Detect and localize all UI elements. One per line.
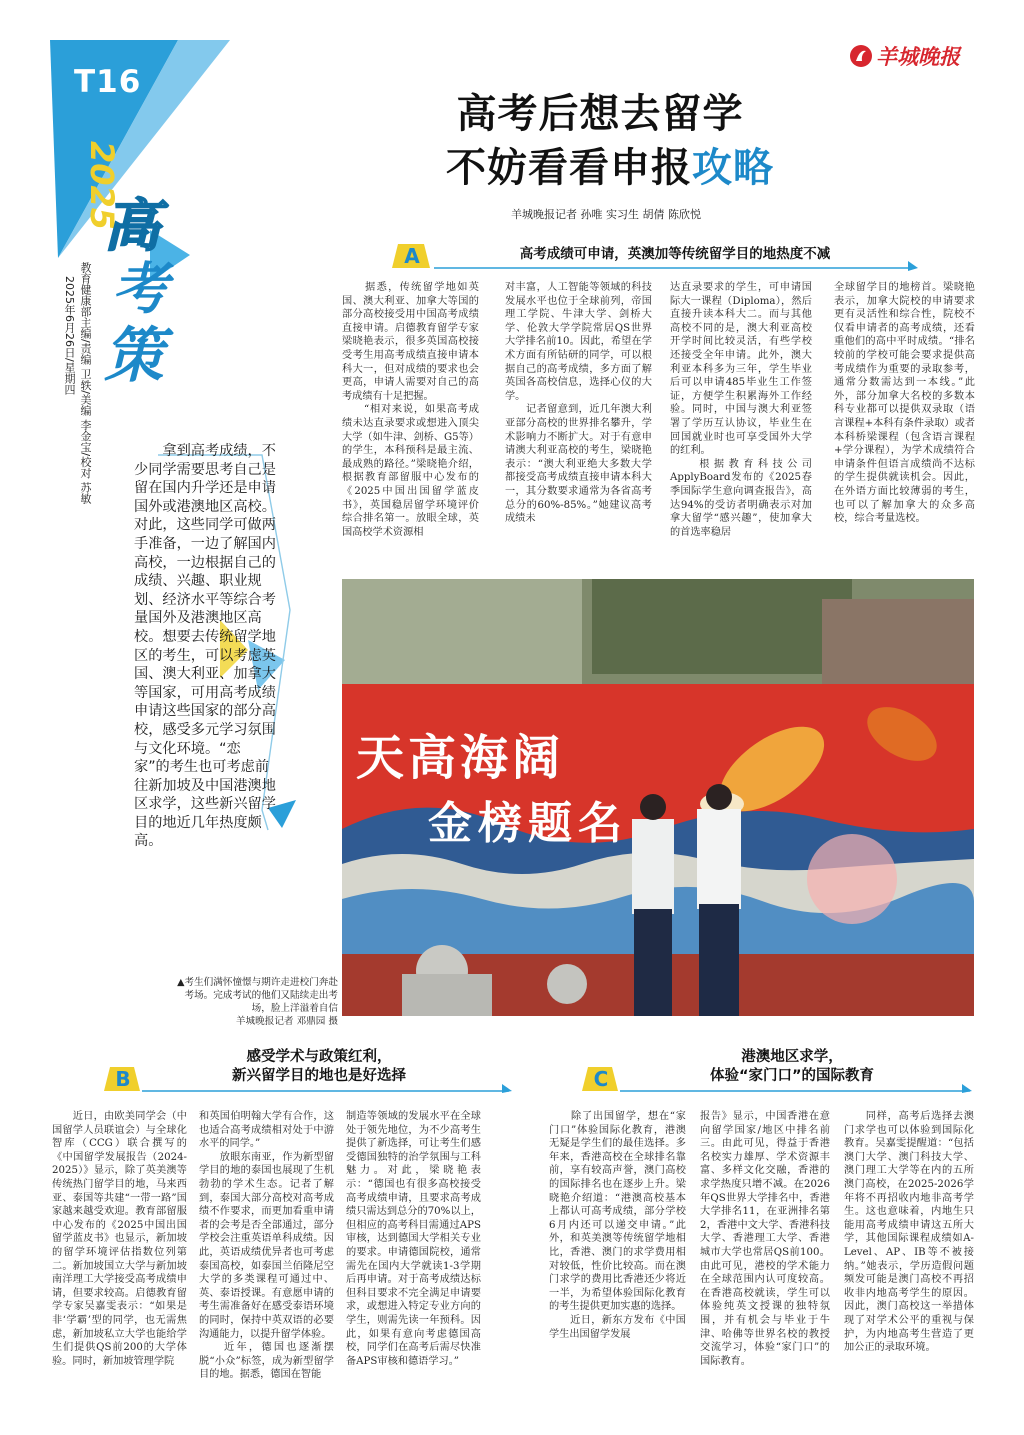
photo-caption: ▲考生们满怀憧憬与期许走进校门奔赴考场。完成考试的他们又陆续走出考场，脸上洋溢着自信 羊城晚报记者 邓鼎园 摄 — [177, 977, 338, 1027]
section-b-header — [104, 1045, 514, 1093]
headline-line2 — [360, 136, 860, 193]
section-b-col3: 制造等领域的发展水平在全球处于领先地位，为不少高考生提供了新选择，可让考生们感受德国独特的治学氛围与工科魅力。对此，梁晓艳表示：“德国也有很多高校接受高考成绩申请，且要求高考成绩只需达到总分的70%以上，但相应的高考科目需通过APS审核，达到德国大学相关专业的要求。申请德国院校，通常需先在国内大学就读1-3学期后再申请。对于高考成绩达标但科目要求不完全满足申请要求，或想进入特定专业方向的学生，则需先读一年预科。因此，如果有意向考虑德国高校，同学们在高考后需尽快准备APS审核和德语学习。” — [346, 1111, 481, 1367]
exam-photo — [342, 579, 974, 1016]
section-c-title-line1: 港澳地区求学， — [741, 1049, 843, 1065]
intro-paragraph: 拿到高考成绩，不少同学需要思考自己是留在国内升学还是申请国外或港澳地区高校。对此，这些同学可做两手准备，一边了解国内高校，一边根据自己的成绩、兴趣、职业规划、经济水平等综合考量国外及港澳地区高校。想要去传统留学地区的考生，可以考虑英国、澳大利亚、加拿大等国家，可用高考成绩申请这些国家的部分高校，感受多元学习氛围与文化环境。“恋家”的考生也可考虑前往新加坡及中国港澳地区求学，这些新兴留学目的地近几年热度颇高。 — [134, 443, 276, 850]
headline-accent: 攻略 — [692, 145, 774, 191]
section-a-col2: 对丰富，人工智能等领域的科技发展水平也位于全球前列，帝国理工学院、牛津大学、剑桥大学、伦敦大学学院常居QS世界大学排名前10。因此，希望在学术方面有所钻研的同学，可以根据自己的高考成绩，多方面了解英国各高校信息，选择心仪的大学。 记者留意到，近几年澳大利亚部分高校的世界排名攀升，学术影响力不断扩大。对于有意申请澳大利亚高校的考生，梁晓艳表示：“澳大利亚绝大多数大学都接受高考成绩直接申请本科大一，其分数要求通常为各省高考总分的60%-85%。”她建议高考成绩未 — [505, 282, 652, 525]
byline: 羊城晚报记者 孙唯 实习生 胡倩 陈欣悦 — [511, 208, 701, 221]
section-c-col3: 同样，高考后选择去澳门求学也可以体验到国际化教育。吴嘉雯提醒道：“包括澳门大学、澳门科技大学、澳门理工大学等在内的五所澳门高校，在2025-2026学年将不再招收内地非高考学生。这也意味着，内地生只能用高考成绩申请这五所大学，其他国际课程成绩如A-Level、AP、IB等不被接纳。”她表示，学历造假问题频发可能是澳门高校不再招收非内地高考学生的原因。因此，澳门高校这一举措体现了对学术公平的重视与保护，为内地高考生营造了更加公正的录取环境。 — [844, 1111, 974, 1354]
section-b-col1: 近日，由欧美同学会（中国留学人员联谊会）与全球化智库（CCG）联合撰写的《中国留学发展报告（2024-2025）》显示，除了英美澳等传统热门留学目的地，马来西亚、泰国等共建“一带一路”国家越来越受欢迎。教育部留服中心发布的《2025中国出国留学蓝皮书》也显示，新加坡的留学环境评估指数位列第二。新加坡国立大学与新加坡南洋理工大学接受高考成绩申请，但要求较高。启德教育留学专家吴嘉雯表示：“如果是非‘学霸’型的同学，也无需焦虑，新加坡私立大学也能给学生们提供QS前200的大学体验。同时，新加坡管理学院 — [52, 1111, 187, 1367]
section-b-title-line1: 感受学术与政策红利， — [246, 1049, 392, 1065]
editor-credits: 教育健康部主编/责编 卫轶/美编 李金宝/校对 苏敏 — [79, 262, 92, 504]
section-c-header — [582, 1045, 974, 1093]
section-a-header — [390, 241, 920, 271]
section-c-title-line2: 体验“家门口”的国际教育 — [709, 1068, 875, 1084]
flame-logo-icon — [848, 43, 874, 69]
section-a-title: 高考成绩可申请，英澳加等传统留学目的地热度不减 — [519, 246, 831, 262]
section-a-col4: 全球留学目的地榜首。梁晓艳表示，加拿大院校的申请要求更有灵活性和综合性，院校不仅看申请者的高考成绩，还看重他们的高中平时成绩。“排名较前的学校可能会要求提供高考成绩作为重要的录取参考，通常分数需达到一本线。”此外，部分加拿大名校的多数本科专业都可以提供双录取（语言课程+本科有条件录取）或者本科桥梁课程（包含语言课程+学分课程），为学术成绩符合申请条件但语言成绩尚不达标的学生提供就读机会。因此，在外语方面比较薄弱的考生，也可以了解加拿大的众多高校，综合考量选校。 — [834, 282, 975, 525]
headline-line1: 高考后想去留学 — [456, 91, 744, 137]
year-label: 2025 — [83, 141, 121, 231]
column-char-3: 策 — [104, 321, 164, 391]
section-c-col2: 报告》显示，中国香港在意向留学国家/地区中排名前三。由此可见，得益于香港名校实力雄厚、学术资源丰富、多样文化交融，香港的求学热度只增不减。在2026年QS世界大学排名中，香港大学排名11，在亚洲排名第2，香港中文大学、香港科技大学、香港理工大学、香港城市大学也常居QS前100。由此可见，港校的学术能力在全球范围内认可度较高。在香港高校就读，学生可以体验纯英文授课的独特氛围，并有机会与毕业于牛津、哈佛等世界名校的教授交流学习，体验“家门口”的国际教育。 — [700, 1111, 830, 1367]
section-b-title-line2: 新兴留学目的地也是好选择 — [232, 1068, 406, 1084]
banner-text-line2: 金榜题名 — [428, 798, 628, 849]
publish-date: 2025年6月26日/星期四 — [63, 276, 76, 395]
section-a-col3: 达直录要求的学生，可申请国际大一课程（Diploma），然后直接升读本科大二。而与其他高校不同的是，澳大利亚高校开学时间比较灵活，有些学校还接受全年申请。此外，澳大利亚本科多为三年，学生毕业后可以申请485毕业生工作签证，方便学生积累海外工作经验。同时，中国与澳大利亚签署了学历互认协议，毕业生在回国就业时也可享受国外大学的红利。 根据教育科技公司ApplyBoard发布的《2025春季国际学生意向调查报告》，高达94%的受访者明确表示对加拿大留学“感兴趣”，使加拿大的首选率稳居 — [670, 282, 812, 538]
headline-line2-main: 不妨看看申报 — [446, 145, 692, 191]
page-number: T16 — [74, 64, 142, 100]
section-c-col1: 除了出国留学，想在“家门口”体验国际化教育，港澳无疑是学生们的最佳选择。多年来，香港高校在全球排名靠前，享有较高声誉，澳门高校的国际排名也在逐步上升。梁晓艳介绍道：“港澳高校基本上都认可高考成绩，部分学校6月内还可以递交申请。”此外，和英美澳等传统留学地相比，香港、澳门的求学费用相对较低，性价比较高。而在澳门求学的费用比香港还少将近一半，为希望体验国际化教育的考生提供更加实惠的选择。 近日，新东方发布《中国学生出国留学发展 — [549, 1111, 686, 1340]
section-b-col2: 和英国伯明翰大学有合作，这也适合高考成绩相对处于中游水平的同学。” 放眼东南亚，作为新型留学目的地的泰国也展现了生机勃勃的学术生态。记者了解到，泰国大部分高校对高考成绩不作要求，而更加看重申请者的会考是否全部通过，部分学校会注重英语单科成绩。因此，英语成绩优异者也可考虑泰国高校，如泰国兰佰隆尼空大学的多类课程可通过中、英、泰语授课。有意愿申请的考生需准备好在感受泰语环境的同时，保持中英双语的必要沟通能力，以提升留学体验。 近年，德国也逐渐摆脱“小众”标签，成为新型留学目的地。据悉，德国在智能 — [199, 1111, 334, 1381]
section-c-letter: C — [593, 1067, 609, 1091]
section-a-letter: A — [404, 244, 420, 268]
section-b-letter: B — [115, 1067, 131, 1091]
section-a-col1: 据悉，传统留学地如英国、澳大利亚、加拿大等国的部分高校接受用中国高考成绩直接申请。启德教育留学专家梁晓艳表示，很多英国高校接受考生用高考成绩直接申请本科大一，但对成绩的要求也会更高，申请人需要对自己的高考成绩有十足把握。 “相对来说，如果高考成绩未达直录要求或想进入顶尖大学（如牛津、剑桥、G5等）的学生，本科预科是最主流、最成熟的路径。”梁晓艳介绍，根据教育部留服中心发布的《2025中国出国留学蓝皮书》，英国稳居留学环境评价综合排名第一。放眼全球，英国高校学术资源相 — [342, 282, 479, 538]
newspaper-logo: 羊城晚报 — [848, 40, 973, 72]
column-char-2: 考 — [112, 257, 168, 322]
column-char-1: 高 — [104, 194, 160, 259]
banner-text-line1: 天高海阔 — [356, 730, 565, 786]
